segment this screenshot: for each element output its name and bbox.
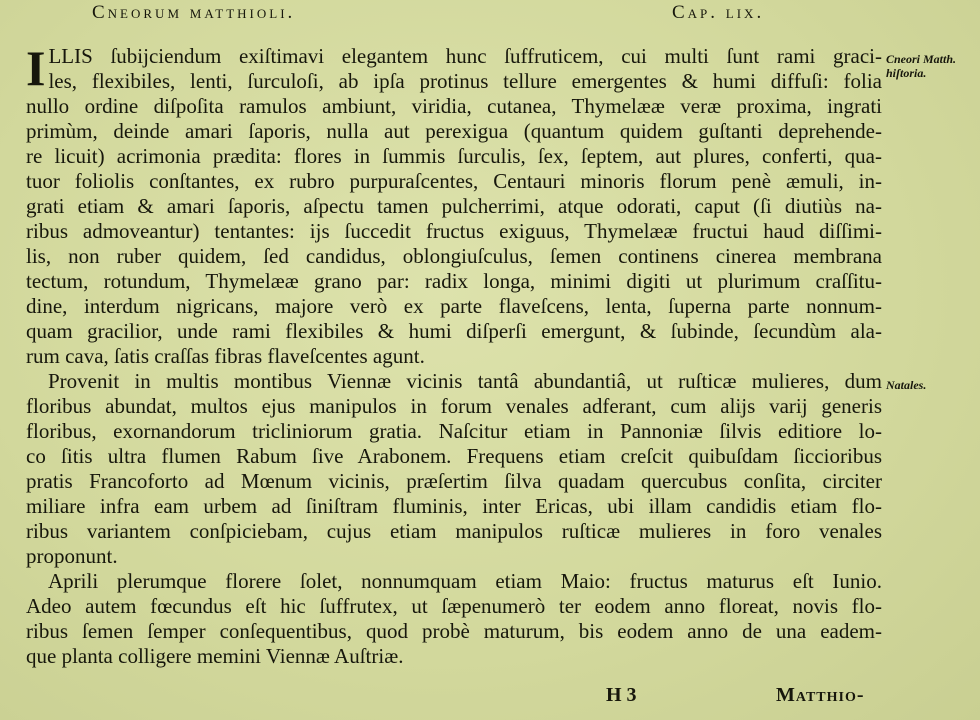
chapter-number: Cap. lix.	[672, 2, 765, 23]
text-line: lis, non ruber quidem, ſed candidus, oblongiuſculus, ſemen continens cinerea membrana	[26, 244, 882, 268]
drop-cap: I	[26, 40, 46, 96]
text-line: re licuit) acrimonia prædita: flores in ſummis ſurculis, ſex, ſeptem, aut plures, conferti, qua-	[26, 144, 882, 168]
text-line: que planta colligere memini Viennæ Auſtriæ.	[26, 644, 404, 668]
margin-note-history: Cneori Matth. hiſtoria.	[886, 52, 957, 80]
text-line: primùm, deinde amari ſaporis, nulla aut perexigua (quantum quidem guſtanti deprehende-	[26, 119, 882, 143]
running-head-title: Cneorum matthioli.	[92, 2, 296, 23]
paragraph	[26, 569, 882, 669]
text-line: pratis Francoforto ad Mœnum vicinis, præſertim ſilva quadam quercubus conſita, circiter	[26, 469, 882, 493]
text-line: tuor foliolis conſtantes, ex rubro purpuraſcentes, Centauri minoris florum penè æmuli, in-	[26, 169, 882, 193]
body-text	[26, 40, 882, 669]
catchword: Matthio-	[776, 684, 865, 706]
text-line: Aprili plerumque florere ſolet, nonnumquam etiam Maio: fructus maturus eſt Iunio.	[48, 569, 882, 593]
text-line: les, flexibiles, lenti, ſurculoſi, ab ipſa protinus tellure emergentes & humi diffuſi: folia	[48, 69, 882, 93]
text-line: dine, interdum nigricans, majore verò ex parte flaveſcens, lenta, ſuperna parte nonnum-	[26, 294, 882, 318]
text-line: nullo ordine diſpoſita ramulos ambiunt, viridia, cutanea, Thymelææ veræ proxima, ingrati	[26, 94, 882, 118]
text-line: LLIS ſubijciendum exiſtimavi elegantem hunc ſuffruticem, cui multi ſunt rami graci-	[48, 44, 882, 68]
text-line: quam gracilior, unde rami flexibiles & humi diſperſi emergunt, & ſubinde, ſecundùm ala-	[26, 319, 882, 343]
text-line: ribus ſemen ſemper conſequentibus, quod probè maturum, bis eodem anno de una eadem-	[26, 619, 882, 643]
text-line: grati etiam & amari ſaporis, aſpectu tamen pulcherrimi, atque odorati, caput (ſi diutiùs na-	[26, 194, 882, 218]
text-line: co ſitis ultra flumen Rabum ſive Arabonem. Frequens etiam creſcit quibuſdam ſiccioribus	[26, 444, 882, 468]
text-line: tectum, rotundum, Thymelææ grano par: radix longa, minimi digiti ut plurimum craſſitu-	[26, 269, 882, 293]
signature-mark: H 3	[606, 684, 637, 706]
text-line: ribus variantem conſpiciebam, cujus etiam manipulos ruſticæ mulieres in foro venales	[26, 519, 882, 543]
text-line: Adeo autem fœcundus eſt hic ſuffrutex, ut ſæpenumerò ter eodem anno floreat, novis flo-	[26, 594, 882, 618]
margin-note-habitat: Natales.	[886, 378, 927, 392]
text-line: ribus admoveantur) tentantes: ijs ſuccedit fructus exiguus, Thymelææ fructui haud diſſimi-	[26, 219, 882, 243]
text-line: miliare infra eam urbem ad ſiniſtram fluminis, inter Ericas, ubi illam candidis etiam flo-	[26, 494, 882, 518]
text-line: floribus abundat, multos ejus manipulos in forum venales adferant, cum alijs varij generis	[26, 394, 882, 418]
text-line: floribus, exornandorum tricliniorum gratia. Naſcitur etiam in Pannoniæ ſilvis editiore lo-	[26, 419, 882, 443]
paragraph	[26, 369, 882, 569]
paragraph	[26, 40, 882, 369]
text-line: proponunt.	[26, 544, 118, 568]
text-line: Provenit in multis montibus Viennæ vicinis tantâ abundantiâ, ut ruſticæ mulieres, dum	[48, 369, 882, 393]
text-line: rum cava, ſatis craſſas fibras flaveſcentes agunt.	[26, 344, 425, 368]
